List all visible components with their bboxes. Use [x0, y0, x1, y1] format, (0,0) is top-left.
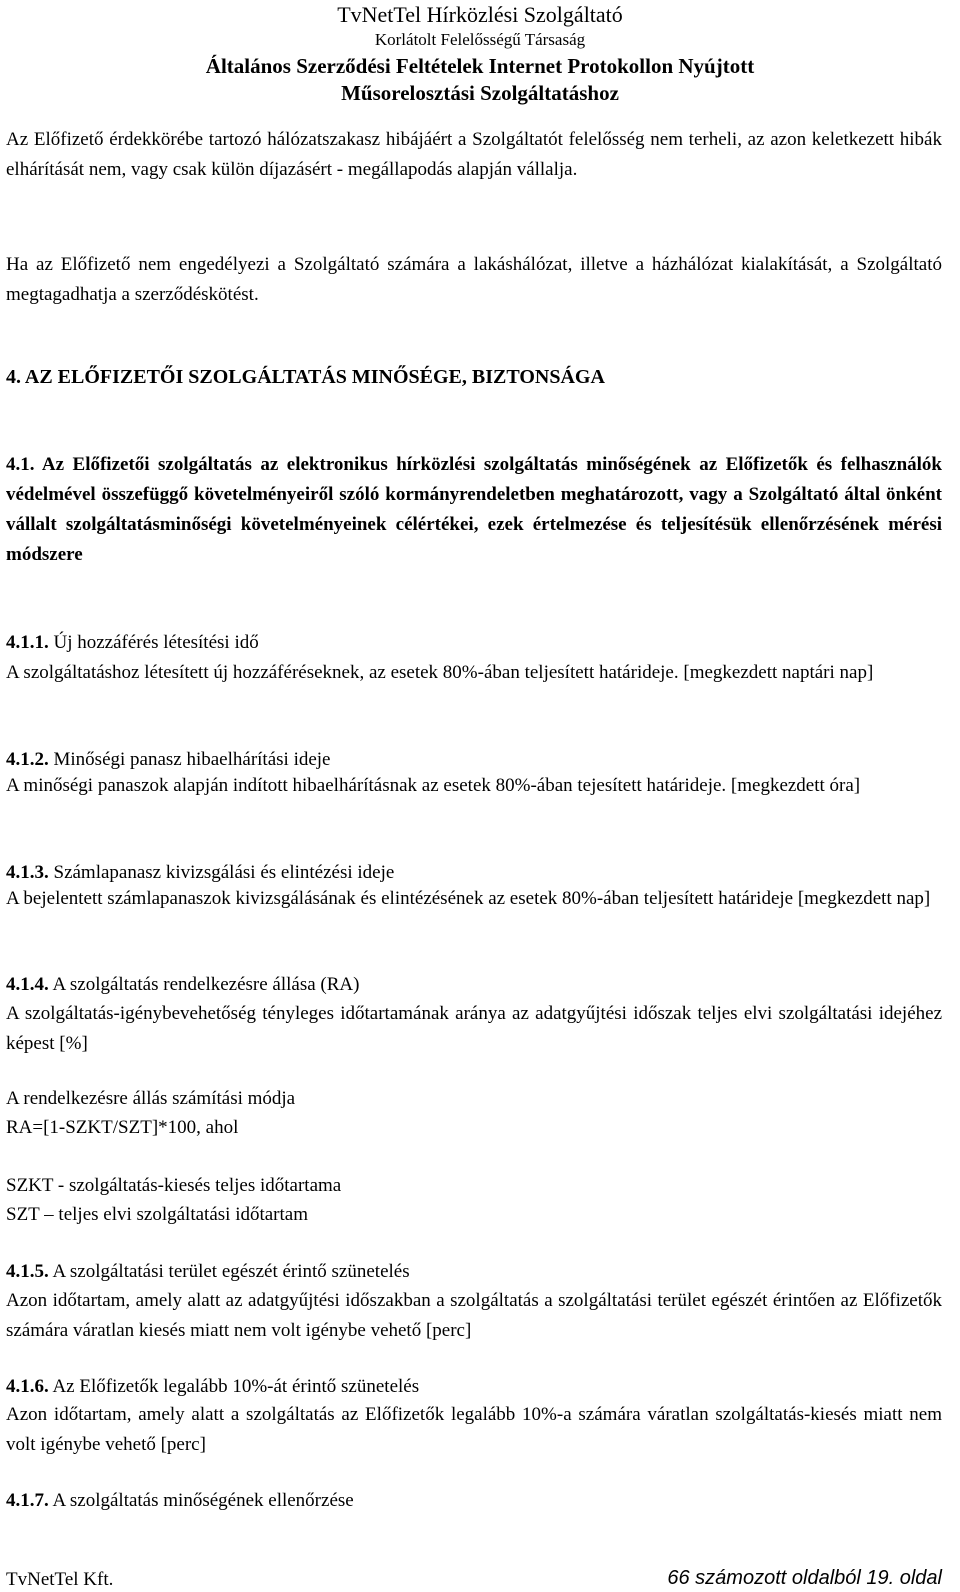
item-4-1-4-text: A szolgáltatás-igénybevehetőség tényleges időtartamának aránya az adatgyűjtési időszak teljes elvi szolgáltatási idejéhez képest [%]	[6, 1003, 942, 1054]
item-4-1-1-text: A szolgáltatáshoz létesített új hozzáféréseknek, az esetek 80%-ában teljesített határideje. [megkezdett naptári nap]	[6, 662, 874, 683]
header-document-title-line2: Műsorelosztási Szolgáltatáshoz	[341, 81, 619, 105]
item-number: 4.1.1.	[6, 632, 49, 653]
header-company-name: TvNetTel Hírközlési Szolgáltató	[337, 2, 623, 27]
item-title: Az Előfizetők legalább 10%-át érintő szünetelés	[48, 1376, 420, 1397]
section-heading-4: 4. AZ ELŐFIZETŐI SZOLGÁLTATÁS MINŐSÉGE, BIZTONSÁGA	[6, 366, 605, 388]
item-number: 4.1.2.	[6, 749, 49, 770]
availability-calculation-title: A rendelkezésre állás számítási módja	[6, 1088, 296, 1109]
paragraph-fault-responsibility: Az Előfizető érdekkörébe tartozó hálózatszakasz hibájáért a Szolgáltatót felelősség nem terheli, az azon keletkezett hibák elhárítását nem, vagy csak külön díjazásért - megállapodás alapján vállalja.	[6, 129, 942, 180]
item-4-1-6-heading	[6, 1372, 419, 1402]
item-4-1-5-heading	[6, 1257, 410, 1287]
item-number: 4.1.5.	[6, 1261, 49, 1282]
item-number: 4.1.4.	[6, 974, 49, 995]
item-number: 4.1.7.	[6, 1490, 49, 1511]
item-title: Minőségi panasz hibaelhárítási ideje	[48, 749, 331, 770]
item-number: 4.1.3.	[6, 862, 49, 883]
footer-page-number: 66 számozott oldalból 19. oldal	[667, 1567, 942, 1589]
item-4-1-4-heading	[6, 970, 360, 1000]
item-title: A szolgáltatás minőségének ellenőrzése	[48, 1490, 354, 1511]
header-company-form: Korlátolt Felelősségű Társaság	[374, 30, 586, 49]
item-4-1-2-text: A minőségi panaszok alapján indított hibaelhárításnak az esetek 80%-ában tejesített határideje. [megkezdett óra]	[6, 775, 861, 796]
item-4-1-3-text: A bejelentett számlapanaszok kivizsgálásának és elintézésének az esetek 80%-ában teljesített határideje [megkezdett nap]	[6, 888, 931, 909]
item-title: A szolgáltatási terület egészét érintő szünetelés	[48, 1261, 410, 1282]
paragraph-network-permission: Ha az Előfizető nem engedélyezi a Szolgáltató számára a lakáshálózat, illetve a házhálózat kialakítását, a Szolgáltató megtagadhatja a szerződéskötést.	[6, 254, 942, 305]
definition-szt: SZT – teljes elvi szolgáltatási időtartam	[6, 1204, 308, 1225]
item-4-1-7-heading	[6, 1486, 354, 1516]
item-title: Új hozzáférés létesítési idő	[48, 632, 259, 653]
item-number: 4.1.6.	[6, 1376, 49, 1397]
availability-formula: RA=[1-SZKT/SZT]*100, ahol	[6, 1117, 239, 1138]
item-4-1-1-heading	[6, 628, 259, 658]
item-title: A szolgáltatás rendelkezésre állása (RA)	[48, 974, 360, 995]
definition-szkt: SZKT - szolgáltatás-kiesés teljes időtartama	[6, 1175, 342, 1196]
item-title: Számlapanasz kivizsgálási és elintézési ideje	[48, 862, 395, 883]
footer-company: TvNetTel Kft.	[6, 1569, 114, 1590]
item-4-1-5-text: Azon időtartam, amely alatt az adatgyűjtési időszakban a szolgáltatás a szolgáltatási terület egészét érintően az Előfizetők számára váratlan kiesés miatt nem volt igénybe vehető [perc]	[6, 1290, 942, 1341]
paragraph-4-1: 4.1. Az Előfizetői szolgáltatás az elektronikus hírközlési szolgáltatás minőségének az Előfizetők és felhasználók védelmével összefüggő követelményeiről szóló kormányrendeletben meghatározott, vagy a Szolgáltató által önként vállalt szolgáltatásminőségi követelményeinek célértékei, ezek értelmezése és teljesítésük ellenőrzésének mérési módszere	[6, 454, 942, 565]
item-4-1-6-text: Azon időtartam, amely alatt a szolgáltatás az Előfizetők legalább 10%-a számára váratlan szolgáltatás-kiesés miatt nem volt igénybe vehető [perc]	[6, 1404, 942, 1455]
header-document-title: Általános Szerződési Feltételek Internet Protokollon Nyújtott	[205, 54, 755, 78]
